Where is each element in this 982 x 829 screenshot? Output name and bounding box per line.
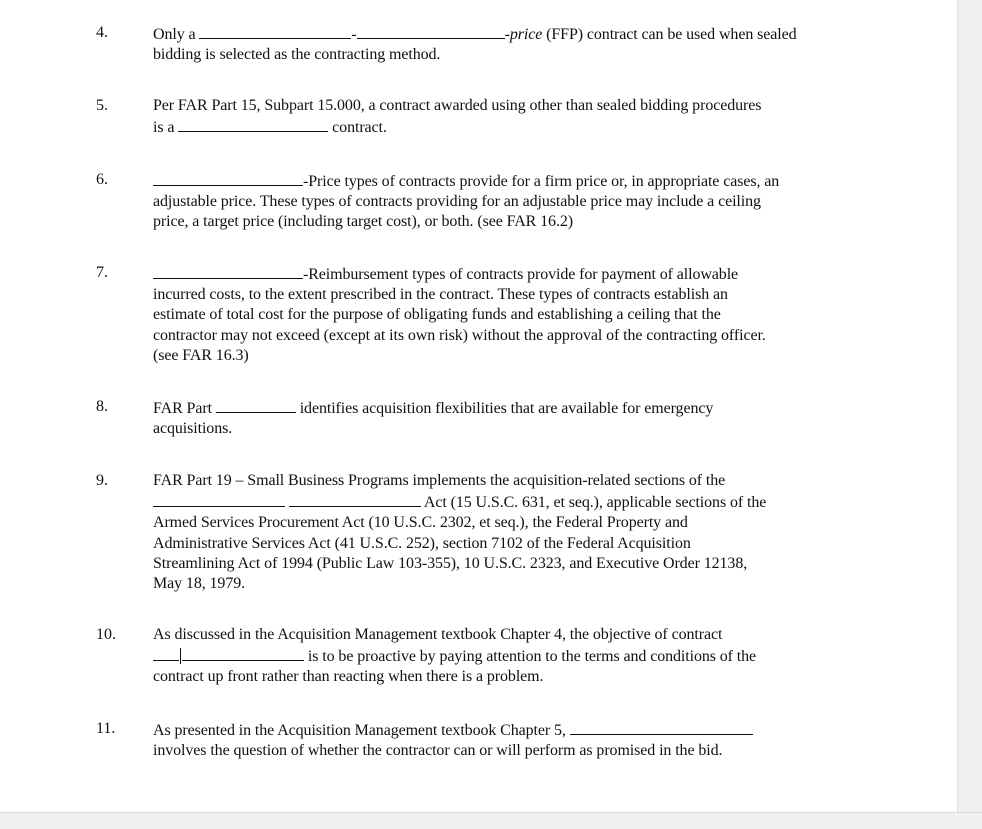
question-text-segment: Armed Services Procurement Act (10 U.S.C. 2302, et seq.), the Federal Property and: [153, 514, 688, 532]
question-text-segment: Act (15 U.S.C. 631, et seq.), applicable sections of the: [420, 494, 767, 512]
question-text-segment: (FFP) contract can be used when sealed: [542, 26, 797, 43]
question-text-segment: Administrative Services Act (41 U.S.C. 252), section 7102 of the Federal Acquisition: [153, 534, 691, 552]
answer-blank[interactable]: [153, 263, 303, 279]
question-text-segment: contract up front rather than reacting when there is a problem.: [153, 668, 544, 686]
question-text-segment: As discussed in the Acquisition Management textbook Chapter 4, the objective of contract: [153, 626, 723, 643]
question-text-segment: FAR Part: [153, 400, 216, 417]
question-number: 5.: [96, 97, 108, 114]
answer-blank[interactable]: [182, 645, 304, 661]
question-number: 6.: [96, 171, 108, 188]
question-text: [153, 625, 853, 688]
question-text-segment: Streamlining Act of 1994 (Public Law 103-355), 10 U.S.C. 2323, and Executive Order 12138,: [153, 554, 748, 572]
question-text-segment: May 18, 1979.: [153, 575, 246, 593]
question-text: [153, 471, 853, 594]
question-text: [153, 263, 853, 366]
question-text-segment: estimate of total cost for the purpose of obligating funds and establishing a ceiling that the: [153, 306, 721, 324]
question-text-segment: bidding is selected as the contracting method.: [153, 46, 441, 64]
question-text-segment: -: [351, 26, 357, 43]
horizontal-scrollbar[interactable]: [0, 812, 982, 829]
text-cursor: [180, 648, 181, 664]
question-number: 7.: [96, 264, 108, 281]
question-text-segment: Only a: [153, 26, 200, 43]
question-number: 4.: [96, 24, 108, 41]
question-text-segment: contract.: [328, 119, 387, 137]
question-text-segment: is to be proactive by paying attention to the terms and conditions of the: [304, 648, 757, 666]
question-text-segment: is a: [153, 119, 179, 137]
question-text: [153, 23, 853, 65]
answer-blank[interactable]: [289, 491, 421, 507]
question-text: [153, 96, 853, 138]
question-number: 10.: [96, 626, 116, 643]
question-text-segment: Per FAR Part 15, Subpart 15.000, a contract awarded using other than sealed bidding procedures: [153, 97, 762, 114]
answer-blank[interactable]: [216, 397, 296, 413]
question-text: [153, 719, 853, 761]
question-number: 11.: [96, 720, 116, 737]
vertical-scrollbar[interactable]: [957, 0, 982, 812]
answer-blank[interactable]: [153, 170, 303, 186]
question-text-segment: adjustable price. These types of contracts providing for an adjustable price may include a ceiling: [153, 193, 761, 211]
answer-blank[interactable]: [153, 645, 179, 661]
question-text: [153, 397, 853, 439]
question-text-segment: As presented in the Acquisition Management textbook Chapter 5,: [153, 722, 570, 739]
question-number: 9.: [96, 472, 108, 489]
question-text-segment: involves the question of whether the contractor can or will perform as promised in the bid.: [153, 742, 723, 760]
answer-blank[interactable]: [199, 23, 351, 39]
question-text-segment: (see FAR 16.3): [153, 346, 249, 364]
question-text-segment: contractor may not exceed (except at its own risk) without the approval of the contracting officer.: [153, 326, 766, 344]
question-text-segment: incurred costs, to the extent prescribed in the contract. These types of contracts establish an: [153, 286, 728, 304]
answer-blank[interactable]: [178, 116, 328, 132]
question-number: 8.: [96, 398, 108, 415]
question-text-segment: identifies acquisition flexibilities that are available for emergency: [295, 400, 714, 417]
question-text: [153, 170, 853, 233]
question-text-segment: -price: [504, 26, 543, 43]
answer-blank[interactable]: [357, 23, 505, 39]
question-text-segment: FAR Part 19 – Small Business Programs implements the acquisition-related sections of the: [153, 472, 726, 489]
question-text-segment: acquisitions.: [153, 420, 233, 438]
answer-blank[interactable]: [570, 719, 753, 735]
answer-blank[interactable]: [153, 491, 285, 507]
question-text-segment: price, a target price (including target cost), or both. (see FAR 16.2): [153, 213, 573, 231]
question-text-segment: -Reimbursement types of contracts provide for payment of allowable: [303, 266, 739, 283]
question-text-segment: -Price types of contracts provide for a firm price or, in appropriate cases, an: [303, 173, 780, 190]
